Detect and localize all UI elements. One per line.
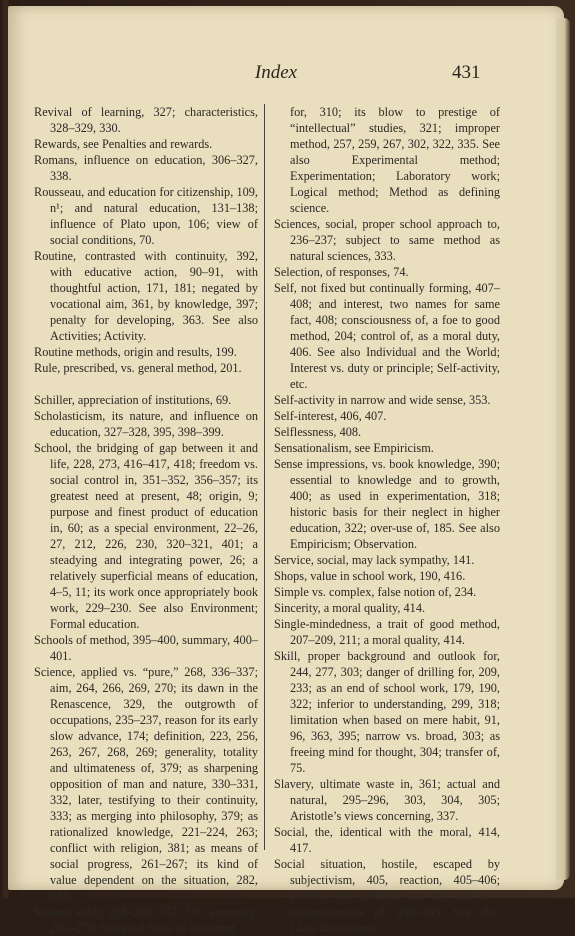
page-number: 431 (452, 62, 481, 83)
index-entry: Slavery, ultimate waste in, 361; actual and natural, 295–296, 303, 304, 305; Aristotle’s views concerning, 337. (274, 777, 500, 823)
index-entry: Routine methods, origin and results, 199. (34, 345, 237, 359)
index-entry: Self-interest, 406, 407. (274, 409, 387, 423)
index-entry: Self, not fixed but continually forming, 407–408; and interest, two names for same fact, 408; consciousness of, a foe to good method, 204; control of, as a moral duty, 406. See also Individual and the World; Interest vs. duty or principle; Self-activity, etc. (274, 281, 500, 391)
index-column-left (34, 104, 258, 936)
index-entry: Social situation, hostile, escaped by subjectivism, 405, reaction, 405–406; present, the greatest evil of, 370–371; inconsistencies of, 298–305. See also Class distinctions. (274, 857, 500, 935)
page-edge (556, 18, 570, 880)
index-column-right (274, 104, 500, 936)
index-entry: Self-activity in narrow and wide sense, 353. (274, 393, 491, 407)
index-entry: School, the bridging of gap between it and life, 228, 273, 416–417, 418; freedom vs. social control in, 351–352, 356–357; its greatest need at present, 48; origin, 9; purpose and finest product of education in, 60; as a special environment, 22–26, 27, 212, 226, 230, 320–321, 401; a steadying and integrating power, 26; a relatively superficial means of education, 4–5, 11; its work once appropriately book work, 229–230. See also Environment; Formal education. (34, 441, 258, 631)
index-entry: Revival of learning, 327; characteristics, 328–329, 330. (34, 105, 258, 135)
index-entry: Sensationalism, see Empiricism. (274, 441, 434, 455)
index-entry: Schools of method, 395–400, summary, 400–401. (34, 633, 258, 663)
index-entry: Sincerity, a moral quality, 414. (274, 601, 426, 615)
running-head-title: Index (254, 62, 298, 83)
index-entry: Shops, value in school work, 190, 416. (274, 569, 466, 583)
index-entry: Romans, influence on education, 306–327, 338. (34, 153, 258, 183)
index-entry: Schiller, appreciation of institutions, 69. (34, 393, 232, 407)
index-entry: Simple vs. complex, false notion of, 234. (274, 585, 477, 599)
index-entry: Rewards, see Penalties and rewards. (34, 137, 213, 151)
index-entry: Selflessness, 408. (274, 425, 362, 439)
index-entry: Sciences, social, proper school approach to, 236–237; subject to same method as natural sciences, 333. (274, 217, 500, 263)
index-entry: Skill, proper background and outlook for, 244, 277, 303; danger of drilling for, 209, 233; as an end of school work, 179, 190, 322; inferior to understanding, 299, 318; limitation when based on mere habit, 91, 96, 363, 395; narrow vs. broad, 303; as freeing mind for thought, 304; transfer of, 75. (274, 649, 500, 775)
index-entry: Routine, contrasted with continuity, 392, with educative action, 90–91, with thoughtful action, 171, 181; negated by vocational aim, 361, by knowledge, 397; penalty for developing, 363. See also Activities; Activity. (34, 249, 258, 343)
index-entry: Selection, of responses, 74. (274, 265, 409, 279)
index-entry: Science study, 256–269, 372, 376, summary, 269–270; historical basis of contempt (34, 905, 258, 935)
index-entry: Rule, prescribed, vs. general method, 201. (34, 361, 242, 375)
index-entry: Rousseau, and education for citizenship, 109, n¹; and natural education, 131–138; influence of Plato upon, 106; view of social conditions, 70. (34, 185, 258, 247)
index-entry: Scholasticism, its nature, and influence on education, 327–328, 395, 398–399. (34, 409, 258, 439)
index-entry-continued: for, 310; its blow to prestige of “intellectual” studies, 321; improper method, 257, 259, 267, 302, 322, 335. See also Experimental method; Experimentation; Laboratory work; Logical method; Method as defining science. (290, 105, 500, 215)
index-entry: Social, the, identical with the moral, 414, 417. (274, 825, 500, 855)
index-entry: Single-mindedness, a trait of good method, 207–209, 211; a moral quality, 414. (274, 617, 500, 647)
index-entry: Science, applied vs. “pure,” 268, 336–337; aim, 264, 266, 269, 270; its dawn in the Renascence, 329, the outgrowth of occupations, 235–237, reason for its early slow advance, 174; definition, 223, 256, 263, 267, 268, 269; generality, totality and ultimateness of, 379; as sharpening opposition of man and nature, 330–331, 332, later, testifying to their continuity, 333; as merging into philosophy, 379; as rationalized knowledge, 221–224, 263; conflict with religion, 381; as means of social progress, 261–267; its kind of value dependent on the situation, 282, 384. (34, 665, 258, 903)
column-divider (264, 104, 265, 850)
index-entry: Sense impressions, vs. book knowledge, 390; essential to knowledge and to growth, 400; as used in experimentation, 318; historic basis for their neglect in higher education, 322; over-use of, 185. See also Empiricism; Observation. (274, 457, 500, 551)
index-entry: Service, social, may lack sympathy, 141. (274, 553, 475, 567)
